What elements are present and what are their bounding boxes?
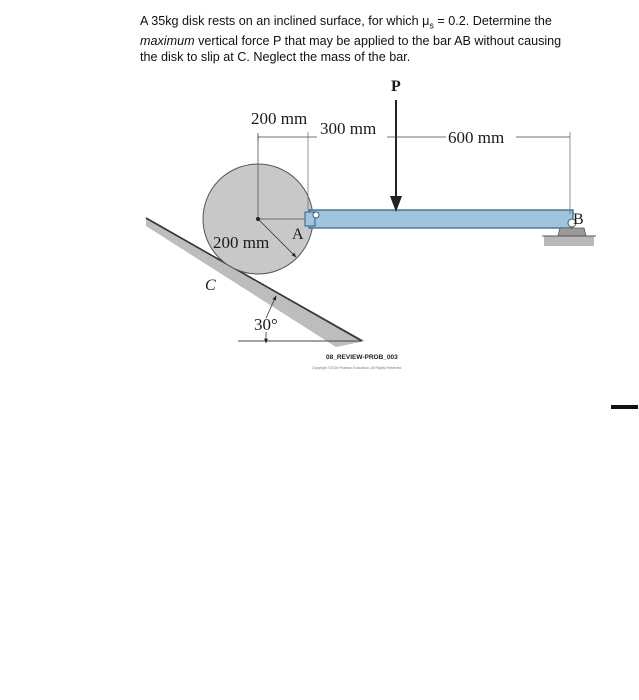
edge-mark <box>611 405 638 409</box>
point-b-label: B <box>573 211 584 228</box>
pin-a <box>313 212 319 218</box>
problem-line1-a: A 35kg disk rests on an inclined surface, for which μ <box>140 14 430 28</box>
support-b <box>558 228 586 236</box>
problem-line3: the disk to slip at C. Neglect the mass of the bar. <box>140 49 411 64</box>
problem-emphasis: maximum <box>140 34 195 49</box>
problem-line2: vertical force P that may be applied to the bar AB without causing <box>194 34 562 49</box>
dim-300-label: 300 mm <box>320 119 377 138</box>
point-c-label: C <box>205 277 216 294</box>
mu-subscript: s <box>429 20 434 31</box>
disk-center <box>256 217 260 221</box>
dim-600-label: 600 mm <box>448 128 505 147</box>
copyright-line: Copyright ©2016 Pearson Education, All Rights Reserved <box>312 366 402 370</box>
angle-label: 30° <box>254 315 278 334</box>
support-b-ground <box>544 236 594 246</box>
problem-line1-b: = 0.2. Determine the <box>433 14 552 28</box>
dim-200-label: 200 mm <box>251 109 308 128</box>
radius-label: 200 mm <box>213 233 270 252</box>
bar-ab <box>309 210 573 228</box>
point-a-label: A <box>292 226 304 243</box>
force-p-label: P <box>391 78 401 95</box>
reference-code: 08_REVIEW-PROB_003 <box>326 354 398 361</box>
